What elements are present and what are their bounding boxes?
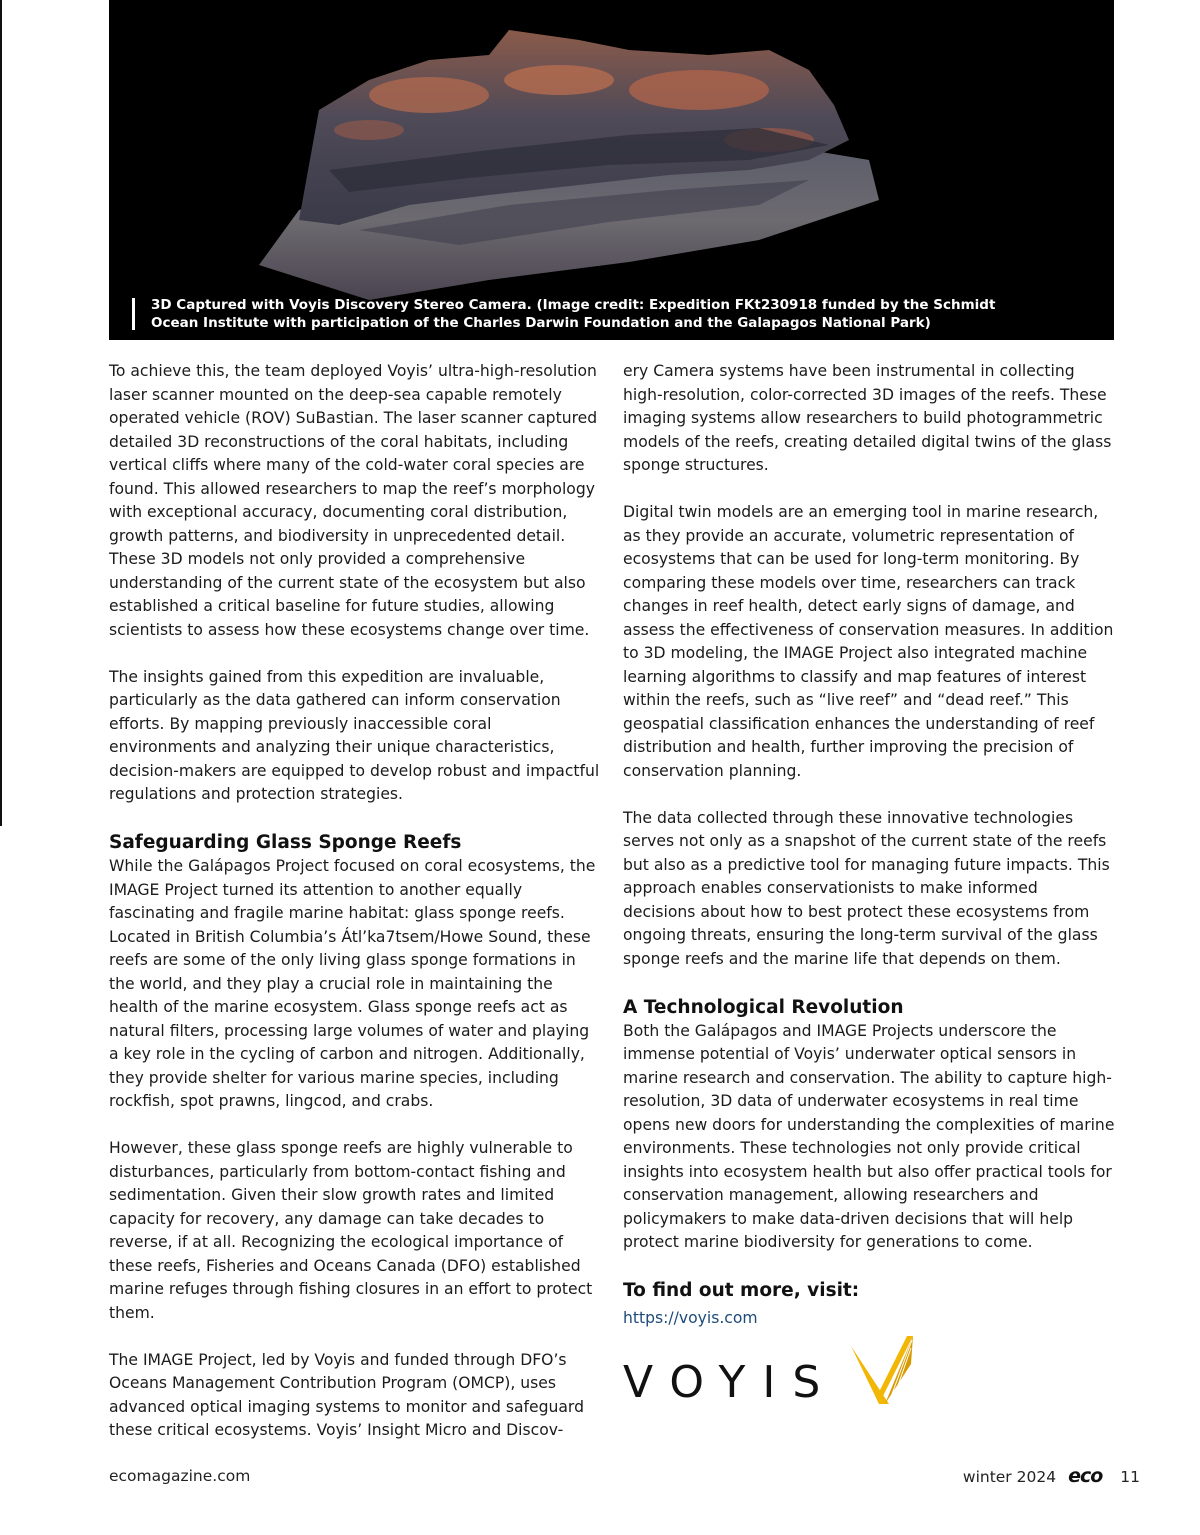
caption-line-1: 3D Captured with Voyis Discovery Stereo Camera. (Image credit: Expedition FKt230918 funded by the Schmidt: [151, 297, 996, 313]
hero-image: [109, 0, 1114, 340]
footer-issue: winter 2024: [962, 1468, 1057, 1486]
footer-brand: eco: [1068, 1465, 1103, 1487]
footer-right: [963, 1465, 1140, 1488]
section-heading-safeguarding: Safeguarding Glass Sponge Reefs: [109, 832, 462, 853]
find-out-more-heading: To find out more, visit:: [623, 1280, 860, 1301]
section-heading-revolution: A Technological Revolution: [623, 996, 904, 1018]
right-paragraph-4: Both the Galápagos and IMAGE Projects underscore the immense potential of Voyis’ underwater optical sensors in marine research and conservation. The ability to capture high-resolution, 3D data of underwater ecosystems in real time opens new doors for understanding the complexities of marine environments. These technologies not only provide critical insights into ecosystem health but also offer practical tools for conservation management, allowing researchers and policymakers to make data-driven decisions that will help protect marine biodiversity for generations to come.: [623, 1021, 1115, 1251]
voyis-website-link[interactable]: https://voyis.com: [623, 1309, 758, 1327]
caption-line-2: Ocean Institute with participation of the Charles Darwin Foundation and the Galapagos National Park): [151, 315, 931, 331]
reef-3d-scan-image: [109, 0, 1114, 340]
page-number: 11: [1120, 1468, 1140, 1486]
left-column: [109, 360, 601, 1466]
voyis-logo: [623, 1330, 923, 1410]
left-paragraph-5: The IMAGE Project, led by Voyis and funded through DFO’s Oceans Management Contribution Program (OMCP), uses advanced optical imaging systems to monitor and safeguard these critical ecosystems. Voyis’ Insight Micro and Discov-: [109, 1350, 584, 1439]
right-paragraph-3: The data collected through these innovative technologies serves not only as a snapshot of the current state of the reefs but also as a predictive tool for managing future impacts. This approach enables conservationists to make informed decisions about how to best protect these ecosystems from ongoing threats, ensuring the long-term survival of the glass sponge reefs and the marine life that depends on them.: [623, 808, 1110, 968]
right-column: [623, 360, 1115, 1331]
left-paragraph-1: To achieve this, the team deployed Voyis’ ultra-high-resolution laser scanner mounted on the deep-sea capable remotely operated vehicle (ROV) SuBastian. The laser scanner captured detailed 3D reconstructions of the coral habitats, including vertical cliffs where many of the cold-water coral species are found. This allowed researchers to map the reef’s morphology with exceptional accuracy, documenting coral distribution, growth patterns, and biodiversity in unprecedented detail. These 3D models not only provided a comprehensive understanding of the current state of the ecosystem but also established a critical baseline for future studies, allowing scientists to assess how these ecosystems change over time.: [109, 362, 598, 639]
left-paragraph-4: However, these glass sponge reefs are highly vulnerable to disturbances, particularly from bottom-contact fishing and sedimentation. Given their slow growth rates and limited capacity for recovery, any damage can take decades to reverse, if at all. Recognizing the ecological importance of these reefs, Fisheries and Oceans Canada (DFO) established marine refuges through fishing closures in an effort to protect them.: [109, 1139, 593, 1322]
caption-accent-bar: [132, 298, 135, 330]
voyis-chevron-icon: [849, 1334, 915, 1406]
left-paragraph-3: While the Galápagos Project focused on coral ecosystems, the IMAGE Project turned its attention to another equally fascinating and fragile marine habitat: glass sponge reefs. Located in British Columbia’s Átl’ka7tsem/Howe Sound, these reefs are some of the only living glass sponge formations in the world, and they play a crucial role in maintaining the health of the marine ecosystem. Glass sponge reefs act as natural filters, processing large volumes of water and playing a key role in the cycling of carbon and nitrogen. Additionally, they provide shelter for various marine species, including rockfish, spot prawns, lingcod, and crabs.: [109, 857, 596, 1110]
right-paragraph-1: ery Camera systems have been instrumental in collecting high-resolution, color-corrected 3D images of the reefs. These imaging systems allow researchers to build photogrammetric models of the reefs, creating detailed digital twins of the glass sponge structures.: [623, 362, 1112, 474]
page-edge-rule: [0, 0, 2, 826]
footer-site: ecomagazine.com: [109, 1467, 251, 1485]
voyis-wordmark: VOYIS: [623, 1357, 838, 1408]
right-paragraph-2: Digital twin models are an emerging tool in marine research, as they provide an accurate, volumetric representation of ecosystems that can be used for long-term monitoring. By comparing these models over time, researchers can track changes in reef health, detect early signs of damage, and assess the effectiveness of conservation measures. In addition to 3D modeling, the IMAGE Project also integrated machine learning algorithms to classify and map features of interest within the reefs, such as “live reef” and “dead reef.” This geospatial classification enhances the understanding of reef distribution and health, further improving the precision of conservation planning.: [623, 503, 1114, 780]
left-paragraph-2: The insights gained from this expedition are invaluable, particularly as the data gathered can inform conservation efforts. By mapping previously inaccessible coral environments and analyzing their unique characteristics, decision-makers are equipped to develop robust and impactful regulations and protection strategies.: [109, 667, 600, 803]
image-caption: [151, 296, 1091, 332]
